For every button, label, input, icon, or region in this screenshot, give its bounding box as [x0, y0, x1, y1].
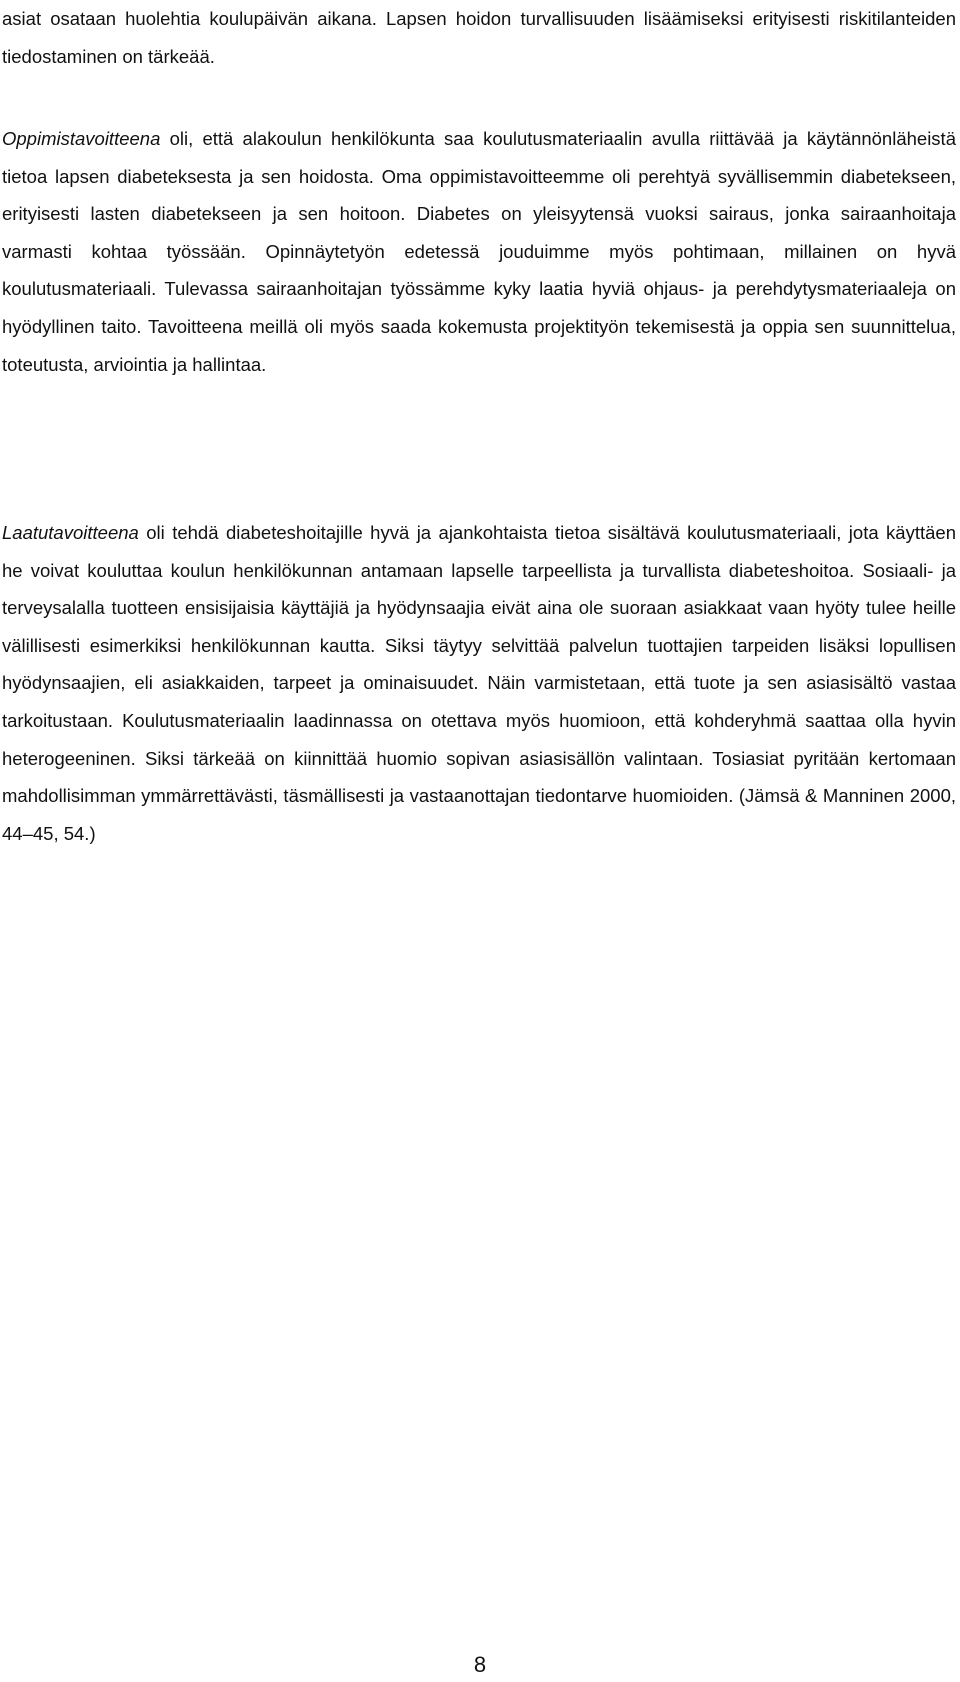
paragraph-continuation: asiat osataan huolehtia koulupäivän aikana. Lapsen hoidon turvallisuuden lisäämiseksi erityisesti riskitilanteiden tiedostaminen on tärkeää. [2, 8, 956, 67]
term-oppimistavoitteena: Oppimistavoitteena [2, 128, 161, 149]
paragraph-quality-goal-text: oli tehdä diabeteshoitajille hyvä ja ajankohtaista tietoa sisältävä koulutusmateriaali, jota käyttäen he voivat kouluttaa koulun henkilökunnan antamaan lapselle tarpeellista ja turvallista diabeteshoitoa. Sosiaali- ja terveysalalla tuotteen ensisijaisia käyttäjiä ja hyödynsaajia eivät aina ole suoraan asiakkaat vaan hyöty tulee heille välillisesti esimerkiksi henkilökunnan kautta. Siksi täytyy selvittää palvelun tuottajien tarpeiden lisäksi lopullisen hyödynsaajien, eli asiakkaiden, tarpeet ja ominaisuudet. Näin varmistetaan, että tuote ja sen asiasisältö vastaa tarkoitustaan. Koulutusmateriaalin laadinnassa on otettava myös huomioon, että kohderyhmä saattaa olla hyvin heterogeeninen. Siksi tärkeää on kiinnittää huomio sopivan asiasisällön valintaan. Tosiasiat pyritään kertomaan mahdollisimman ymmärrettävästi, täsmällisesti ja vastaanottajan tiedontarve huomioiden. (Jämsä & Manninen 2000, 44–45, 54.) [2, 522, 956, 844]
term-laatutavoitteena: Laatutavoitteena [2, 522, 139, 543]
page-number: 8 [473, 1652, 487, 1677]
paragraph-learning-goal [2, 120, 956, 383]
paragraph-learning-goal-text: oli, että alakoulun henkilökunta saa koulutusmateriaalin avulla riittävää ja käytännönläheistä tietoa lapsen diabeteksesta ja sen hoidosta. Oma oppimistavoitteemme oli perehtyä syvällisemmin diabetekseen, erityisesti lasten diabetekseen ja sen hoitoon. Diabetes on yleisyytensä vuoksi sairaus, jonka sairaanhoitaja varmasti kohtaa työssään. Opinnäytetyön edetessä jouduimme myös pohtimaan, millainen on hyvä koulutusmateriaali. Tulevassa sairaanhoitajan työssämme kyky laatia hyviä ohjaus- ja perehdytysmateriaaleja on hyödyllinen taito. Tavoitteena meillä oli myös saada kokemusta projektityön tekemisestä ja oppia sen suunnittelua, toteutusta, arviointia ja hallintaa. [2, 128, 956, 375]
paragraph-quality-goal [2, 514, 956, 852]
